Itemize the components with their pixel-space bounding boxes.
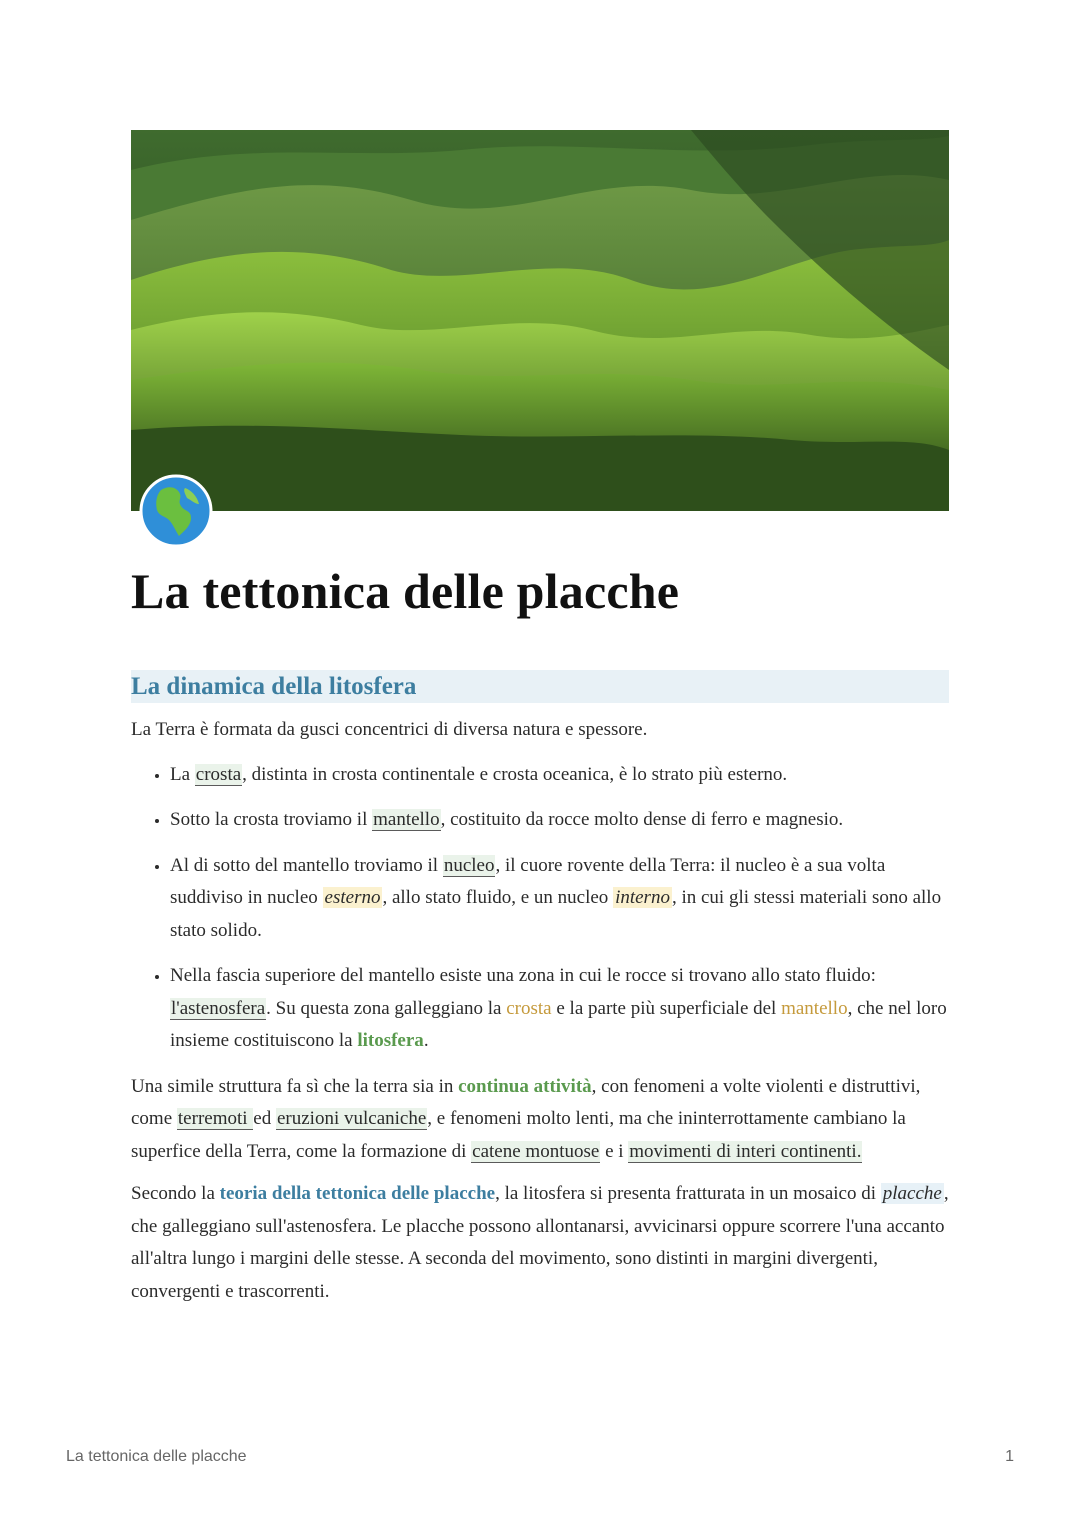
- activity-paragraph: Una simile struttura fa sì che la terra sia in continua attività, con fenomeni a volte violenti e distruttivi, come terremoti ed eruzioni vulcaniche, e fenomeni molto lenti, ma che ininterrottamente cambiano la superfice della Terra, come la formazione di catene montuose e i movimenti di interi continenti.: [131, 1075, 921, 1162]
- list-item: • Nella fascia superiore del mantello esiste una zona in cui le rocce si trovano allo stato fluido: l'astenosfera. Su questa zona galleggiano la crosta e la parte più superficiale del mantello, che nel loro insieme costituiscono la litosfera.: [170, 960, 949, 1058]
- term-movimenti: movimenti di interi continenti.: [629, 1140, 862, 1162]
- intro-paragraph: La Terra è formata da gusci concentrici di diversa natura e spessore.: [131, 719, 648, 740]
- term-continua-attivita: continua attività: [458, 1075, 592, 1097]
- document-body: [131, 714, 949, 1318]
- term-mantello-highlight: mantello: [781, 997, 848, 1019]
- document-page: [131, 130, 949, 1302]
- layer-list: [131, 759, 949, 1058]
- cover-image: [131, 130, 949, 511]
- term-placche: placche: [882, 1183, 942, 1204]
- section-heading: La dinamica della litosfera: [131, 673, 417, 700]
- term-astenosfera: l'astenosfera: [171, 997, 266, 1019]
- footer-page-number: 1: [1005, 1448, 1014, 1465]
- term-mantello: mantello: [373, 809, 440, 830]
- term-teoria: teoria della tettonica delle placche: [219, 1183, 496, 1204]
- term-nucleo: nucleo: [443, 854, 495, 876]
- page-title: La tettonica delle placche: [131, 563, 680, 619]
- term-crosta: crosta: [195, 763, 242, 785]
- term-eruzioni: eruzioni vulcaniche: [276, 1108, 427, 1129]
- list-item: • La crosta, distinta in crosta continentale e crosta oceanica, è lo strato più esterno.: [170, 759, 949, 792]
- term-esterno: esterno: [324, 887, 381, 908]
- globe-icon: [139, 474, 213, 548]
- term-interno: interno: [615, 887, 670, 908]
- term-terremoti: terremoti: [177, 1108, 253, 1129]
- section-heading-bar: [131, 670, 949, 703]
- list-item: • Al di sotto del mantello troviamo il nucleo, il cuore rovente della Terra: il nucleo è a sua volta suddiviso in nucleo esterno , allo stato fluido, e un nucleo interno , in cui gli stessi materiali sono allo stato solido.: [170, 850, 949, 948]
- term-litosfera: litosfera: [357, 1030, 424, 1051]
- term-crosta-highlight: crosta: [506, 997, 552, 1019]
- footer-doc-title: La tettonica delle placche: [66, 1448, 247, 1465]
- term-catene-montuose: catene montuose: [472, 1140, 600, 1162]
- list-item: • Sotto la crosta troviamo il mantello, costituito da rocce molto dense di ferro e magnesio.: [170, 804, 949, 837]
- theory-paragraph: Secondo la teoria della tettonica delle placche, la litosfera si presenta fratturata in un mosaico di placche , che galleggiano sull'astenosfera. Le placche possono allontanarsi, avvicinarsi oppure scorrere l'una accanto all'altra lungo i margini delle stesse. A seconda del movimento, sono distinti in margini divergenti, convergenti e trascorrenti.: [131, 1183, 949, 1302]
